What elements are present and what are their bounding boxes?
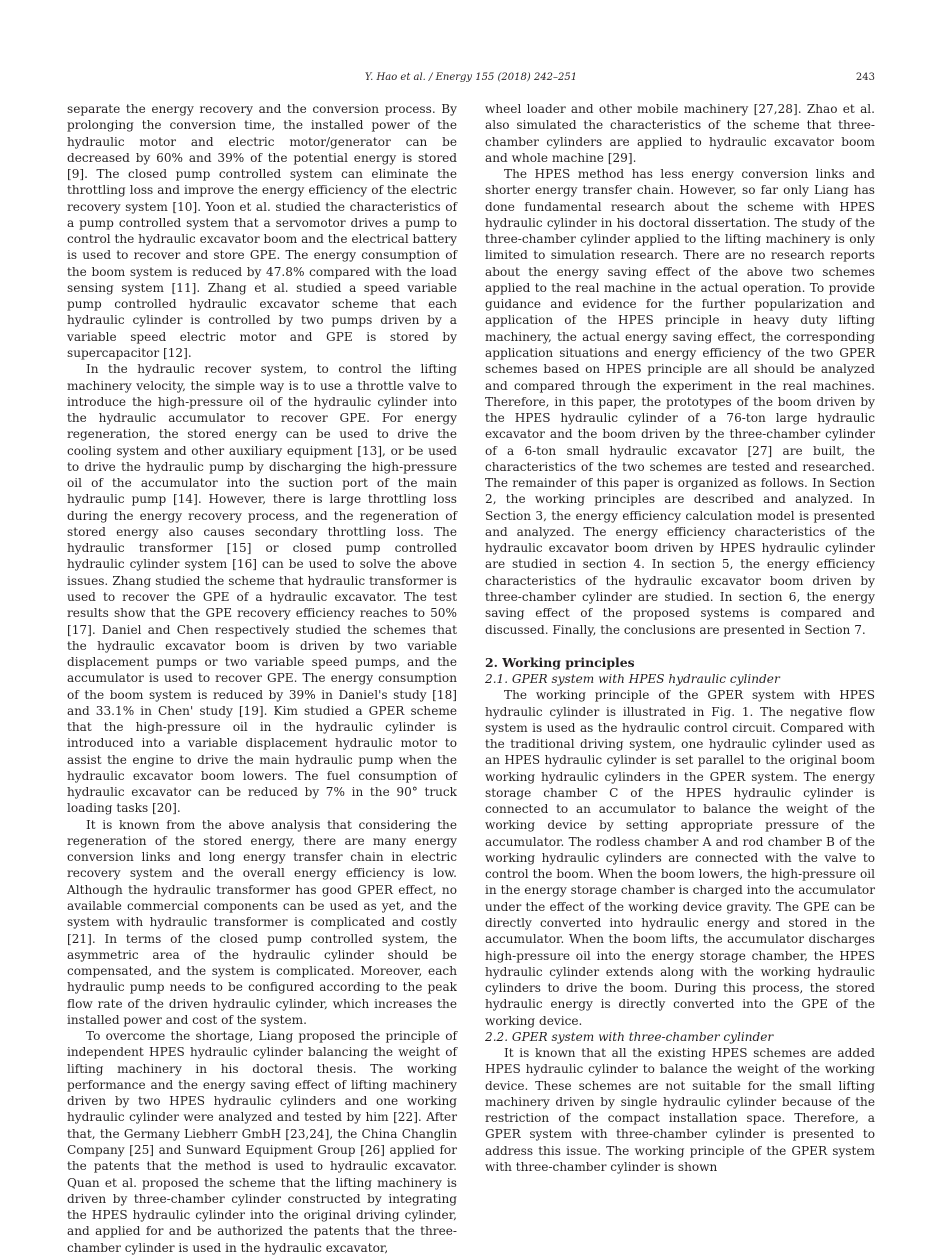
paragraph: It is known that all the existing HPES schemes are added HPES hydraulic cylinder to balance the weight of the working device. These schemes are not suitable for the small lifting machinery driven by single hydraulic cylinder because of the restriction of the compact installation space. Therefore, a GPER system with three-chamber cylinder is presented to address this issue. The working principle of the GPER system with three-chamber cylinder is shown (485, 1046, 875, 1174)
paragraph: wheel loader and other mobile machinery [27,28]. Zhao et al. also simulated the characteristics of the scheme that three-chamber cylinders are applied to hydraulic excavator boom and whole machine [29]. (485, 102, 875, 165)
page-number: 243 (855, 72, 875, 83)
paragraph: The working principle of the GPER system with HPES hydraulic cylinder is illustrated in Fig. 1. The negative flow system is used as the hydraulic control circuit. Compared with the traditional driving system, one hydraulic cylinder used as an HPES hydraulic cylinder is set parallel to the original boom working hydraulic cylinders in the GPER system. The energy storage chamber C of the HPES hydraulic cylinder is connected to an accumulator to balance the weight of the working device by setting appropriate pressure of the accumulator. The rodless chamber A and rod chamber B of the working hydraulic cylinders are connected with the valve to control the boom. When the boom lowers, the high-pressure oil in the energy storage chamber is charged into the accumulator under the effect of the working device gravity. The GPE can be directly converted into hydraulic energy and stored in the accumulator. When the boom lifts, the accumulator discharges high-pressure oil into the energy storage chamber, the HPES hydraulic cylinder extends along with the working hydraulic cylinders to drive the boom. During this process, the stored hydraulic energy is directly converted into the GPE of the working device. (485, 688, 875, 1028)
subsection-heading: 2.1. GPER system with HPES hydraulic cylinder (485, 672, 780, 687)
paragraph: separate the energy recovery and the conversion process. By prolonging the conversion time, the installed power of the hydraulic motor and electric motor/generator can be decreased by 60% and 39% of the potential energy is stored [9]. The closed pump controlled system can eliminate the throttling loss and improve the energy efficiency of the electric recovery system [10]. Yoon et al. studied the characteristics of a pump controlled system that a servomotor drives a pump to control the hydraulic excavator boom and the electrical battery is used to recover and store GPE. The energy consumption of the boom system is reduced by 47.8% compared with the load sensing system [11]. Zhang et al. studied a speed variable pump controlled hydraulic excavator scheme that each hydraulic cylinder is controlled by two pumps driven by a variable speed electric motor and GPE is stored by supercapacitor [12]. (67, 102, 457, 360)
section-heading: 2. Working principles (485, 654, 635, 670)
subsection-heading: 2.2. GPER system with three-chamber cylinder (485, 1029, 774, 1044)
paragraph: The HPES method has less energy conversion links and shorter energy transfer chain. However, so far only Liang has done fundamental research about the scheme with HPES hydraulic cylinder in his doctoral dissertation. The study of the three-chamber cylinder applied to the lifting machinery is only limited to simulation research. There are no research reports about the energy saving effect of the above two schemes applied to the real machine in the actual operation. To provide guidance and evidence for the further popularization and application of the HPES principle in heavy duty lifting machinery, the actual energy saving effect, the corresponding application situations and energy efficiency of the two GPER schemes based on HPES principle are all should be analyzed and compared through the experiment in the real machines. Therefore, in this paper, the prototypes of the boom driven by the HPES hydraulic cylinder of a 76-ton large hydraulic excavator and the boom driven by the three-chamber cylinder of a 6-ton small hydraulic excavator [27] are built, the characteristics of the two schemes are tested and researched. The remainder of this paper is organized as follows. In Section 2, the working principles are described and analyzed. In Section 3, the energy efficiency calculation model is presented and analyzed. The energy efficiency characteristics of the hydraulic excavator boom driven by HPES hydraulic cylinder are studied in section 4. In section 5, the energy efficiency characteristics of the hydraulic excavator boom driven by three-chamber cylinder are studied. In section 6, the energy saving effect of the proposed systems is compared and discussed. Finally, the conclusions are presented in Section 7. (485, 167, 875, 637)
right-column (485, 101, 875, 1175)
paragraph: In the hydraulic recover system, to control the lifting machinery velocity, the simple way is to use a throttle valve to introduce the high-pressure oil of the hydraulic cylinder into the hydraulic accumulator to recover GPE. For energy regeneration, the stored energy can be used to drive the cooling system and other auxiliary equipment [13], or be used to drive the hydraulic pump by discharging the high-pressure oil of the accumulator into the suction port of the main hydraulic pump [14]. However, there is large throttling loss during the energy recovery process, and the regeneration of stored energy also causes secondary throttling loss. The hydraulic transformer [15] or closed pump controlled hydraulic cylinder system [16] can be used to solve the above issues. Zhang studied the scheme that hydraulic transformer is used to recover the GPE of a hydraulic excavator. The test results show that the GPE recovery efficiency reaches to 50% [17]. Daniel and Chen respectively studied the schemes that the hydraulic excavator boom is driven by two variable displacement pumps or two variable speed pumps, and the accumulator is used to recover GPE. The energy consumption of the boom system is reduced by 39% in Daniel's study [18] and 33.1% in Chen' study [19]. Kim studied a GPER scheme that the high-pressure oil in the hydraulic cylinder is introduced into a variable displacement hydraulic motor to assist the engine to drive the main hydraulic pump when the hydraulic excavator boom lowers. The fuel consumption of hydraulic excavator can be reduced by 7% in the 90° truck loading tasks [20]. (67, 362, 457, 816)
paragraph: To overcome the shortage, Liang proposed the principle of independent HPES hydraulic cylinder balancing the weight of lifting machinery in his doctoral thesis. The working performance and the energy saving effect of lifting machinery driven by two HPES hydraulic cylinders and one working hydraulic cylinder were analyzed and tested by him [22]. After that, the Germany Liebherr GmbH [23,24], the China Changlin Company [25] and Sunward Equipment Group [26] applied for the patents that the method is used to hydraulic excavator. Quan et al. proposed the scheme that the lifting machinery is driven by three-chamber cylinder constructed by integrating the HPES hydraulic cylinder into the original driving cylinder, and applied for and be authorized the patents that the three-chamber cylinder is used in the hydraulic excavator, (67, 1029, 457, 1255)
journal-citation: Y. Hao et al. / Energy 155 (2018) 242–251 (364, 72, 578, 83)
left-column (67, 101, 457, 1256)
running-header (67, 72, 875, 88)
paragraph: It is known from the above analysis that considering the regeneration of the stored energy, there are many energy conversion links and long energy transfer chain in electric recovery system and the overall energy efficiency is low. Although the hydraulic transformer has good GPER effect, no available commercial components can be used as yet, and the system with hydraulic transformer is complicated and costly [21]. In terms of the closed pump controlled system, the asymmetric area of the hydraulic cylinder should be compensated, and the system is complicated. Moreover, each hydraulic pump needs to be configured according to the peak flow rate of the driven hydraulic cylinder, which increases the installed power and cost of the system. (67, 817, 457, 1027)
